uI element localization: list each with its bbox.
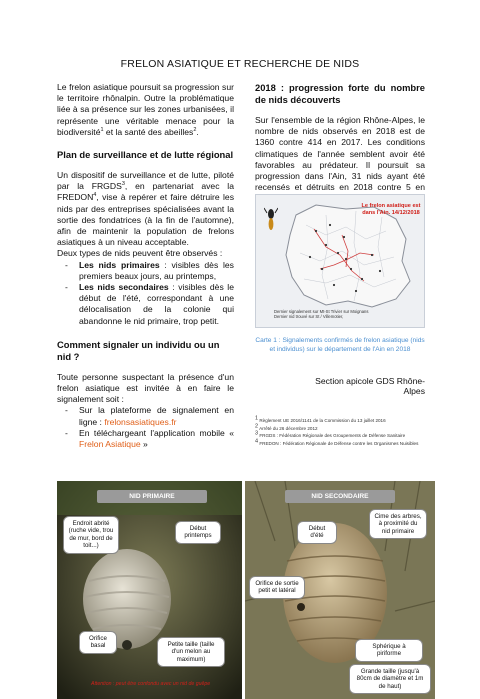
signal-paragraph: Toute personne suspectant la présence d'un frelon asiatique est invitée à en faire le signalement soit : (57, 371, 234, 405)
footnote: $^2$ Arrêté du 26 décembre 2012 (255, 422, 318, 431)
callout-grande-taille: Grande taille (jusqu'à 80cm de diamètre et 1m de haut) (349, 664, 431, 694)
types-intro: Deux types de nids peuvent être observés : (57, 248, 223, 259)
list-item: - Les nids primaires : visibles dès les premiers beaux jours, au printemps, (57, 260, 234, 282)
callout-orifice-basal: Orifice basal (79, 631, 117, 654)
nest-photo-panel (57, 481, 435, 699)
map-title: Le frelon asiatique est dans l'Ain. 14/12/2018 (361, 203, 421, 216)
list-item: - Sur la plateforme de signalement en ligne : frelonsasiatiques.fr (57, 405, 234, 427)
callout-petite-taille: Petite taille (taille d'un melon au maximum) (157, 637, 225, 667)
photo-divider (242, 481, 245, 699)
footnote: $^4$ FREDON : Fédération Régionale de Défense contre les Organismes Nuisibles (255, 437, 419, 446)
callout-spherique: Sphérique à piriforme (355, 639, 423, 662)
list-item: - Les nids secondaires : visibles dès le début de l'été, correspondant à une délocalisation de la colonie qui abandonne le nid primaire, trop petit. (57, 282, 234, 327)
list-item: - En téléchargeant l'application mobile « Frelon Asiatique » (57, 428, 234, 450)
map-note: Dernier signalement sur Mt-St Trivier sur Moignans Dernier nid trouvé sur St / Villemotier, (274, 309, 369, 319)
signal-list (57, 405, 234, 450)
callout-orifice-lateral: Orifice de sortie petit et latéral (249, 576, 305, 599)
footnote: $^3$ FRGDS : Fédération Régionale des Groupements de Défense Sanitaire (255, 430, 406, 438)
confusion-warning: Attention : peut être confondu avec un nid de guêpe (91, 681, 211, 687)
platform-link[interactable]: frelonsasiatiques.fr (104, 416, 177, 427)
heading-signal: Comment signaler un individu ou un nid ? (57, 338, 220, 362)
paragraph-2018: Sur l'ensemble de la région Rhône-Alpes, le nombre de nids observés en 2018 est de 1360 contre 414 en 2017. Les conditions climatiques de l'année semblent avoir été favorables au prédateur. Il poursuit sa progression dans l'Ain, 31 nids ayant été recensés et détruits en 2018 contre 5 en (255, 115, 425, 193)
app-link[interactable]: Frelon Asiatique (79, 439, 141, 450)
callout-endroit-abrite: Endroit abrité (ruche vide, trou de mur, bord de toit...) (63, 516, 119, 554)
heading-plan: Plan de surveillance et de lutte régional (57, 149, 234, 161)
ain-map (255, 194, 425, 328)
left-column (57, 82, 234, 450)
signature: Section apicole GDS Rhône-Alpes (315, 376, 425, 396)
intro-paragraph: Le frelon asiatique poursuit sa progression sur le territoire rhônalpin. Outre la problématique liée à sa présence sur les zones urbanisées, il représente une véritable menace pour la biodiversité$^1$ et la santé des abeilles$^2$. (57, 82, 234, 137)
hornet-logo-icon (264, 205, 278, 235)
callout-debut-printemps: Début printemps (175, 521, 221, 544)
callout-cime-arbres: Cime des arbres, à proximité du nid primaire (369, 509, 427, 539)
footnotes (255, 417, 425, 447)
heading-2018: 2018 : progression forte du nombre de nids découverts (255, 82, 425, 105)
plan-paragraph: Un dispositif de surveillance et de lutte, piloté par la FRGDS$^3$, en partenariat avec la FREDON$^4$, vise à repérer et faire détruire les nids par des entreprises spécialisées avant la sortie des fondatrices (à la fin de l'automne), afin de maintenir la population de frelons asiatiques à un niveau acceptable. (57, 170, 234, 248)
callout-debut-ete: Début d'été (297, 521, 337, 544)
nest-types-list (57, 260, 234, 327)
footnote: $^1$ Règlement UE 2016/1141 de la Commission du 13 juillet 2016 (255, 415, 386, 423)
nid-primaire-label: NID PRIMAIRE (97, 490, 207, 503)
map-caption: Carte 1 : Signalements confirmés de frelon asiatique (nids et individus) sur le département de l'Ain en 2018 (255, 337, 425, 353)
page-title: FRELON ASIATIQUE ET RECHERCHE DE NIDS (120, 58, 360, 70)
right-column (255, 82, 425, 205)
nid-secondaire-label: NID SECONDAIRE (285, 490, 395, 503)
